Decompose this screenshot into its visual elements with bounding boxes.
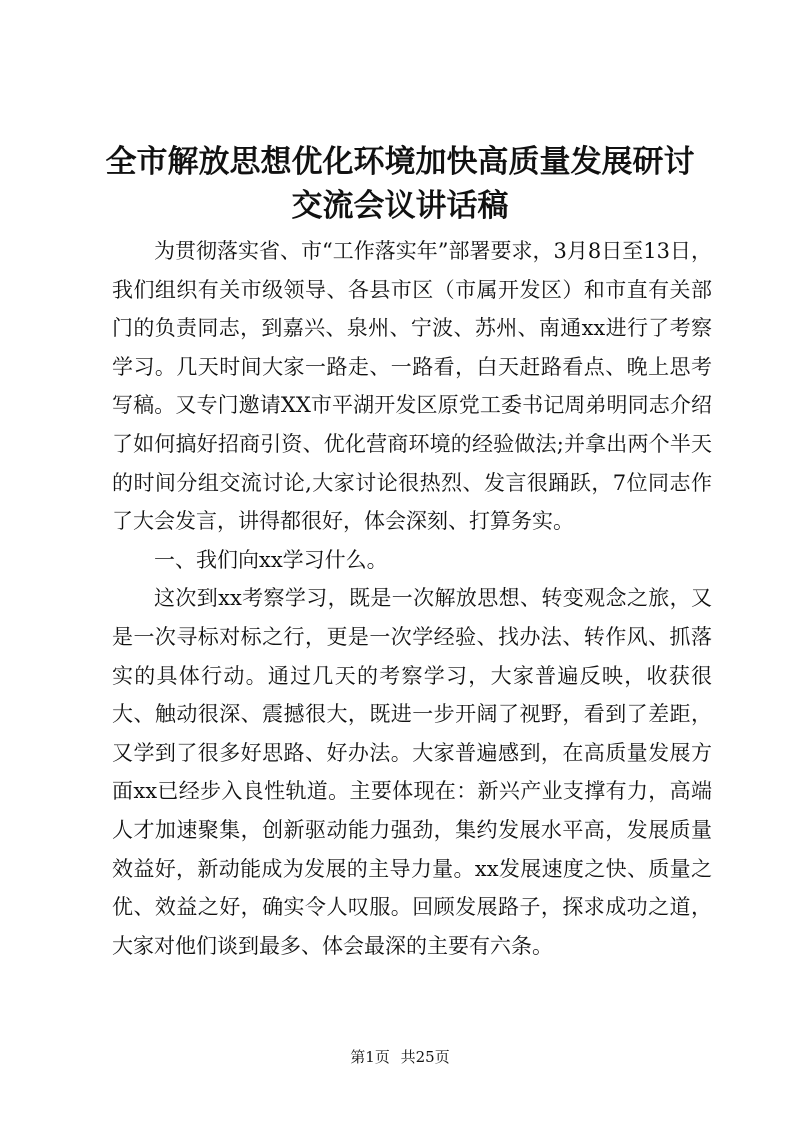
document-title: 全市解放思想优化环境加快高质量发展研讨交流会议讲话稿 [105, 144, 695, 224]
page-footer [0, 1047, 800, 1067]
paragraph-section-one: 这次到xx考察学习，既是一次解放思想、转变观念之旅，又是一次寻标对标之行，更是一次学经验、找办法、转作风、抓落实的具体行动。通过几天的考察学习，大家普遍反映，收获很大、触动很深、震撼很大，既进一步开阔了视野，看到了差距，又学到了很多好思路、好办法。大家普遍感到，在高质量发展方面xx已经步入良性轨道。主要体现在：新兴产业支撑有力，高端人才加速聚集，创新驱动能力强劲，集约发展水平高，发展质量效益好，新动能成为发展的主导力量。xx发展速度之快、质量之优、效益之好，确实令人叹服。回顾发展路子，探求成功之道，大家对他们谈到最多、体会最深的主要有六条。 [112, 586, 712, 958]
page-number: 第1页 [350, 1048, 390, 1066]
section-heading: 一、我们向xx学习什么。 [154, 547, 388, 572]
paragraph-intro: 为贯彻落实省、市“工作落实年”部署要求，3月8日至13日，我们组织有关市级领导、各县市区（市属开发区）和市直有关部门的负责同志，到嘉兴、泉州、宁波、苏州、南通xx进行了考察学习。几天时间大家一路走、一路看，白天赶路看点、晚上思考写稿。又专门邀请XX市平湖开发区原党工委书记周弟明同志介绍了如何搞好招商引资、优化营商环境的经验做法;并拿出两个半天的时间分组交流讨论,大家讨论很热烈、发言很踊跃，7位同志作了大会发言，讲得都很好，体会深刻、打算务实。 [112, 239, 712, 534]
page-total: 共25页 [400, 1048, 450, 1066]
document-body [112, 232, 712, 965]
